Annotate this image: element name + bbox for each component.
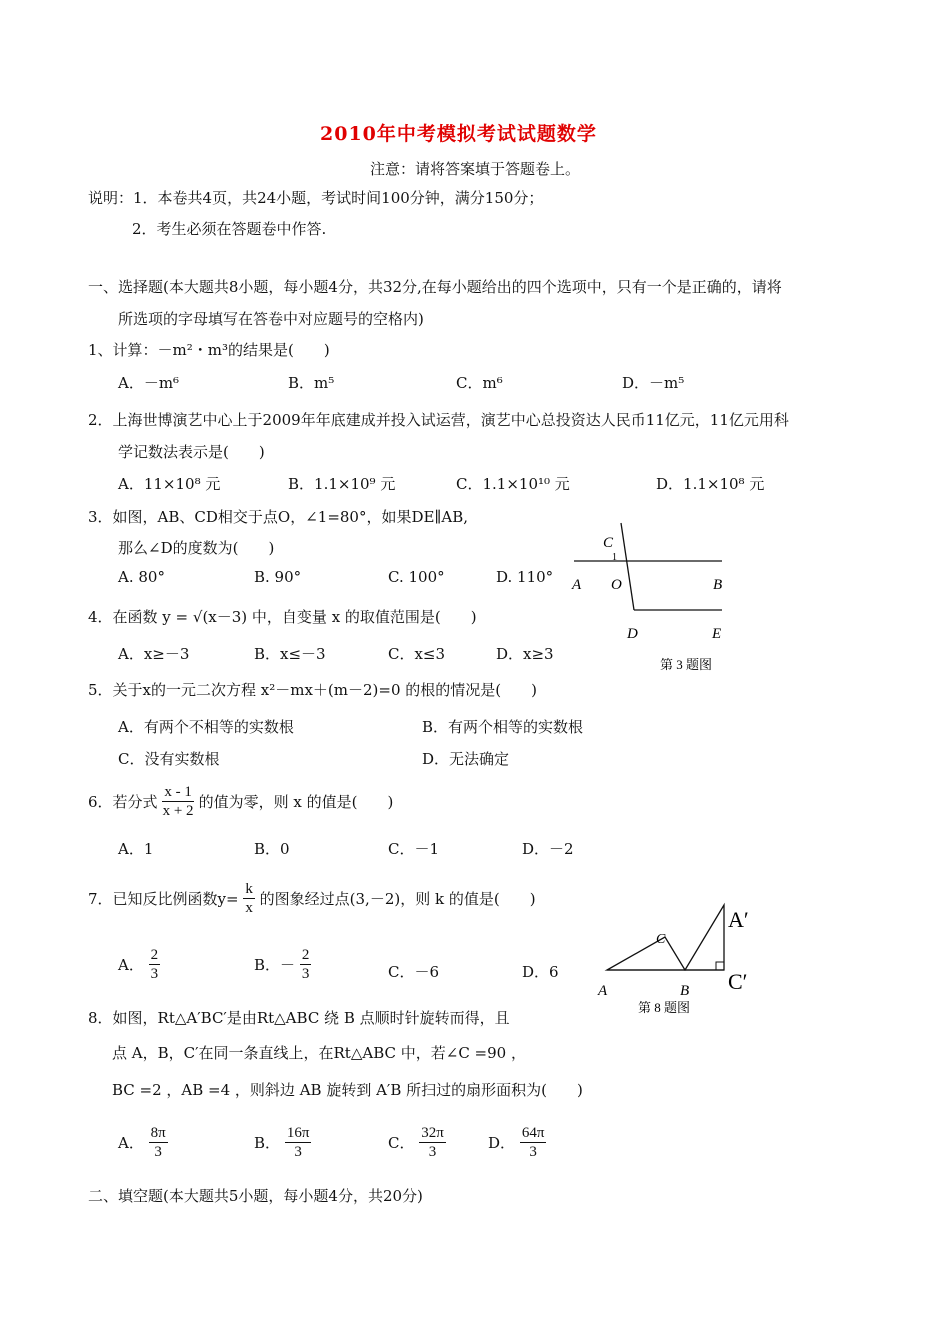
q2-text-2: 学记数法表示是( ) [118, 443, 265, 461]
page-title: 2010年中考模拟考试试题数学 [320, 123, 597, 145]
label-o: O [611, 577, 622, 593]
q6-fraction [162, 783, 194, 820]
q8-option-b: B． $\frac{16\pi}{3}$ [254, 1125, 310, 1160]
triangle-abc [607, 937, 685, 970]
q1-option-d: D．－m⁵ [622, 374, 685, 392]
q7-fraction [243, 880, 255, 917]
label-a: A [572, 577, 582, 593]
label-c-prime: C′ [728, 969, 748, 994]
q1-option-c: C．m⁶ [456, 374, 503, 392]
q3-option-c: C. 100° [388, 568, 445, 586]
exam-description-1: 说明：1．本卷共4页，共24小题，考试时间100分钟，满分150分； [88, 189, 544, 207]
q7-pre: 7．已知反比例函数y= [88, 890, 239, 908]
q4-option-d: D．x≥3 [496, 645, 554, 663]
q5-option-d: D．无法确定 [422, 750, 510, 768]
label-c: C [603, 535, 614, 551]
triangle-a-prime-bc-prime [685, 905, 724, 970]
q5-text: 5．关于x的一元二次方程 x²－mx＋(m－2)=0 的根的情况是( ) [88, 681, 537, 699]
q3-option-d: D. 110° [496, 568, 554, 586]
q5-option-a: A．有两个不相等的实数根 [118, 718, 294, 736]
exam-description-2: 2．考生必须在答题卷中作答. [132, 220, 327, 238]
q6-numerator: x - 1 [164, 784, 192, 800]
q8-option-c: C． $\frac{32\pi}{3}$ [388, 1125, 444, 1160]
figure-q3-caption: 第 3 题图 [660, 657, 713, 672]
q6-option-d: D．－2 [522, 840, 574, 858]
exam-note: 注意：请将答案填于答题卷上。 [370, 160, 581, 178]
q4-text: 4．在函数 y = √(x－3) 中，自变量 x 的取值范围是( ) [88, 608, 477, 626]
q5-option-c: C．没有实数根 [118, 750, 220, 768]
label-b: B [713, 577, 723, 593]
q2-option-d: D．1.1×10⁸ 元 [656, 475, 765, 493]
q6-option-c: C．－1 [388, 840, 440, 858]
q7-post: 的图象经过点(3,－2)，则 k 的值是( ) [259, 890, 536, 908]
label-a: A [598, 983, 608, 999]
q6-pre: 6．若分式 [88, 793, 158, 811]
q1-option-b: B．m⁵ [288, 374, 335, 392]
label-1: 1 [612, 552, 617, 563]
q3-option-a: A. 80° [118, 568, 165, 586]
q6-post: 的值为零，则 x 的值是( ) [198, 793, 394, 811]
q6-option-b: B．0 [254, 840, 290, 858]
q4-option-a: A．x≥－3 [118, 645, 190, 663]
q3-option-b: B. 90° [254, 568, 302, 586]
figure-q3 [560, 515, 760, 675]
label-a-prime: A′ [728, 907, 749, 932]
section1-heading-cont: 所选项的字母填写在答卷中对应题号的空格内) [118, 310, 424, 328]
q4-option-b: B．x≤－3 [254, 645, 326, 663]
q2-option-a: A．11×10⁸ 元 [118, 475, 221, 493]
q7-numerator: k [245, 881, 253, 897]
q8-text-1: 8．如图，Rt△A′BC′是由Rt△ABC 绕 B 点顺时针旋转而得，且 [88, 1009, 510, 1027]
q2-text-1: 2．上海世博演艺中心上于2009年年底建成并投入试运营，演艺中心总投资达人民币11亿元，11亿元用科 [88, 411, 789, 429]
section2-heading: 二、填空题(本大题共5小题，每小题4分，共20分) [88, 1187, 423, 1205]
section1-heading: 一、选择题(本大题共8小题，每小题4分，共32分,在每小题给出的四个选项中，只有一个是正确的，请将 [88, 278, 782, 296]
q7-option-d: D．6 [522, 963, 559, 981]
q2-option-c: C．1.1×10¹⁰ 元 [456, 475, 570, 493]
q7-option-b: B．－ $\frac{2}{3}$ [254, 947, 310, 982]
q3-text-1: 3．如图，AB、CD相交于点O，∠1=80°，如果DE∥AB, [88, 508, 468, 526]
q6-text [88, 783, 393, 820]
label-e: E [712, 626, 722, 642]
figure-q8-caption: 第 8 题图 [638, 1000, 691, 1015]
q3-text-2: 那么∠D的度数为( ) [118, 539, 275, 557]
q7-option-a: A． $\frac{2}{3}$ [118, 947, 159, 982]
label-b: B [680, 983, 690, 999]
q1-text: 1、计算：－m²・m³的结果是( ) [88, 341, 330, 359]
q8-text-3: BC =2 ，AB =4 ，则斜边 AB 旋转到 A′B 所扫过的扇形面积为( ) [112, 1081, 583, 1099]
q8-text-2: 点 A，B，C′在同一条直线上，在Rt△ABC 中，若∠C =90 ， [112, 1044, 526, 1062]
label-c: C [656, 932, 666, 947]
figure-q8 [592, 895, 762, 1025]
q8-option-d: D． $\frac{64\pi}{3}$ [488, 1125, 545, 1160]
right-angle-mark [716, 962, 724, 970]
q7-option-c: C．－6 [388, 963, 440, 981]
q7-text [88, 880, 536, 917]
q2-option-b: B．1.1×10⁹ 元 [288, 475, 396, 493]
label-d: D [627, 626, 638, 642]
q6-denominator: x + 2 [162, 803, 194, 819]
q8-option-a: A． $\frac{8\pi}{3}$ [118, 1125, 166, 1160]
q4-option-c: C．x≤3 [388, 645, 446, 663]
q5-option-b: B．有两个相等的实数根 [422, 718, 584, 736]
line-cd [621, 523, 634, 610]
q6-option-a: A．1 [118, 840, 154, 858]
q7-denominator: x [245, 900, 253, 916]
q1-option-a: A．－m⁶ [118, 374, 180, 392]
